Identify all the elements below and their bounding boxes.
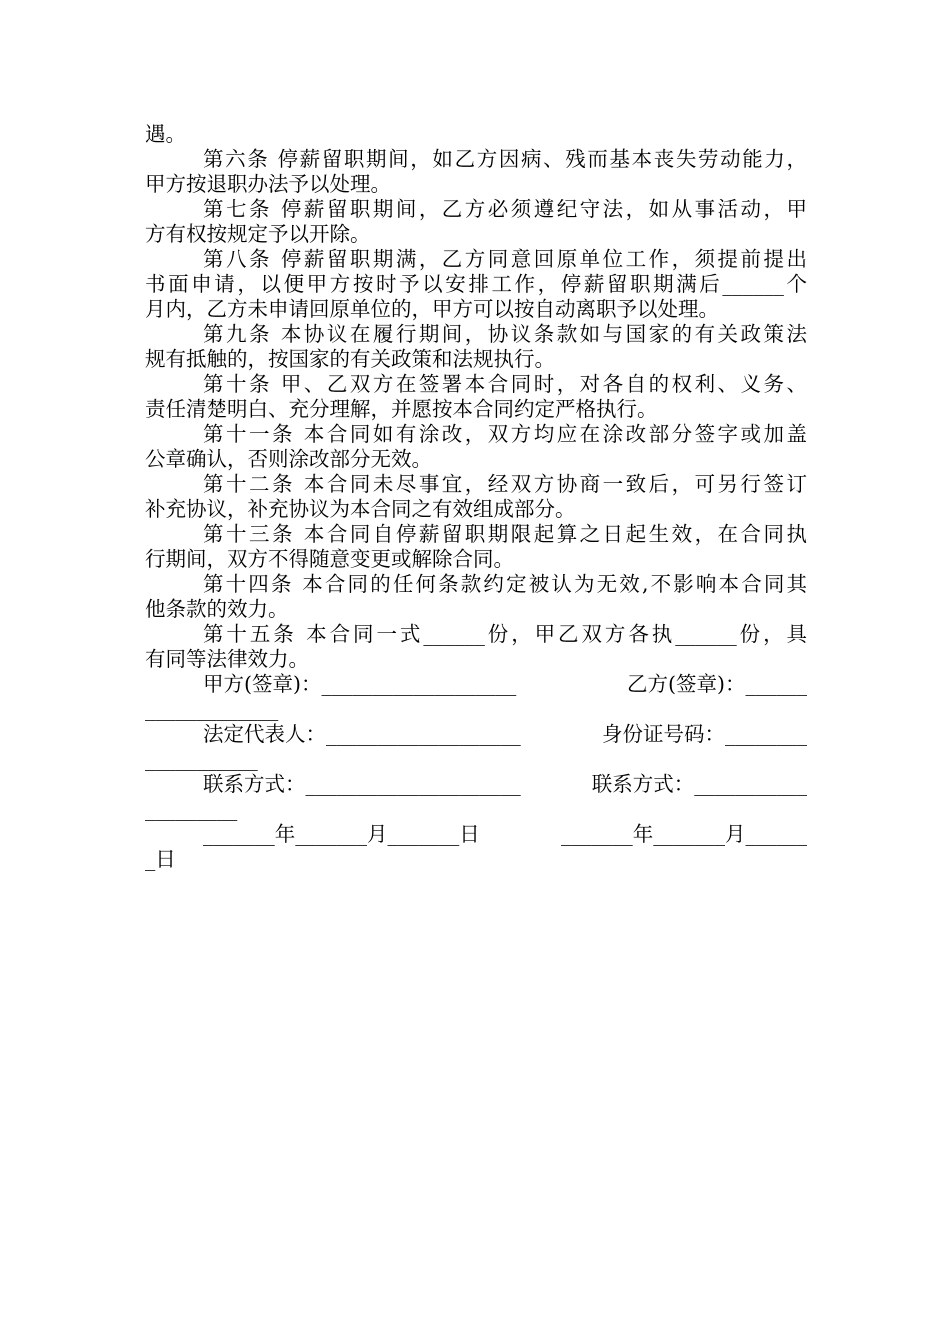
contract-line: 甲方按退职办法予以处理。	[145, 172, 391, 196]
contract-line: 第十二条 本合同未尽事宜，经双方协商一致后，可另行签订	[203, 472, 807, 496]
signature-row-rep-cont	[145, 747, 807, 772]
date-b-cont: _日	[145, 847, 176, 871]
signature-row-contact	[145, 772, 807, 797]
signature-row-party-cont	[145, 697, 807, 722]
contract-line: 第十条 甲、乙双方在签署本合同时，对各自的权利、义务、	[203, 372, 807, 396]
contract-line: 责任清楚明白、充分理解，并愿按本合同约定严格执行。	[145, 397, 658, 421]
party-b-signature: 乙方(签章)：______	[627, 672, 807, 696]
id-number: 身份证号码：________	[602, 722, 807, 746]
party-b-signature-cont: _____________	[145, 697, 279, 721]
contract-body	[145, 122, 807, 672]
signature-row-date	[145, 822, 807, 847]
signature-row-party	[145, 672, 807, 697]
contract-line: 规有抵触的，按国家的有关政策和法规执行。	[145, 347, 555, 371]
contract-line: 第八条 停薪留职期满，乙方同意回原单位工作，须提前提出	[203, 247, 807, 271]
contract-line: 月内，乙方未申请回原单位的，甲方可以按自动离职予以处理。	[145, 297, 719, 321]
contract-line: 补充协议，补充协议为本合同之有效组成部分。	[145, 497, 576, 521]
contact-b: 联系方式：___________	[591, 772, 807, 796]
contract-line: 有同等法律效力。	[145, 647, 309, 671]
contract-line: 第七条 停薪留职期间，乙方必须遵纪守法，如从事活动，甲	[203, 197, 807, 221]
signature-row-contact-cont	[145, 797, 807, 822]
party-a-signature: 甲方(签章)：___________________	[203, 672, 517, 696]
contract-line: 公章确认，否则涂改部分无效。	[145, 447, 432, 471]
contract-line: 第十一条 本合同如有涂改，双方均应在涂改部分签字或加盖	[203, 422, 807, 446]
contact-a: 联系方式：_____________________	[203, 772, 521, 796]
contract-line: 他条款的效力。	[145, 597, 289, 621]
signature-row-rep	[145, 722, 807, 747]
legal-representative: 法定代表人：___________________	[203, 722, 521, 746]
contract-line: 行期间，双方不得随意变更或解除合同。	[145, 547, 514, 571]
contract-line: 第九条 本协议在履行期间，协议条款如与国家的有关政策法	[203, 322, 807, 346]
signature-row-date-cont	[145, 847, 807, 872]
contract-line: 第六条 停薪留职期间，如乙方因病、残而基本丧失劳动能力，	[203, 147, 807, 171]
date-b: _______年_______月______	[561, 822, 807, 846]
date-a: _______年_______月_______日	[203, 822, 480, 846]
contract-line: 方有权按规定予以开除。	[145, 222, 371, 246]
contract-line: 书面申请，以便甲方按时予以安排工作，停薪留职期满后______个	[145, 272, 807, 296]
contract-line: 第十三条 本合同自停薪留职期限起算之日起生效，在合同执	[203, 522, 807, 546]
contract-line: 第十四条 本合同的任何条款约定被认为无效,不影响本合同其	[203, 572, 807, 596]
contract-page	[145, 122, 807, 872]
id-number-cont: ___________	[145, 747, 258, 771]
contract-line: 第十五条 本合同一式______份，甲乙双方各执______份，具	[203, 622, 807, 646]
contact-b-cont: _________	[145, 797, 238, 821]
contract-line: 遇。	[145, 122, 186, 146]
